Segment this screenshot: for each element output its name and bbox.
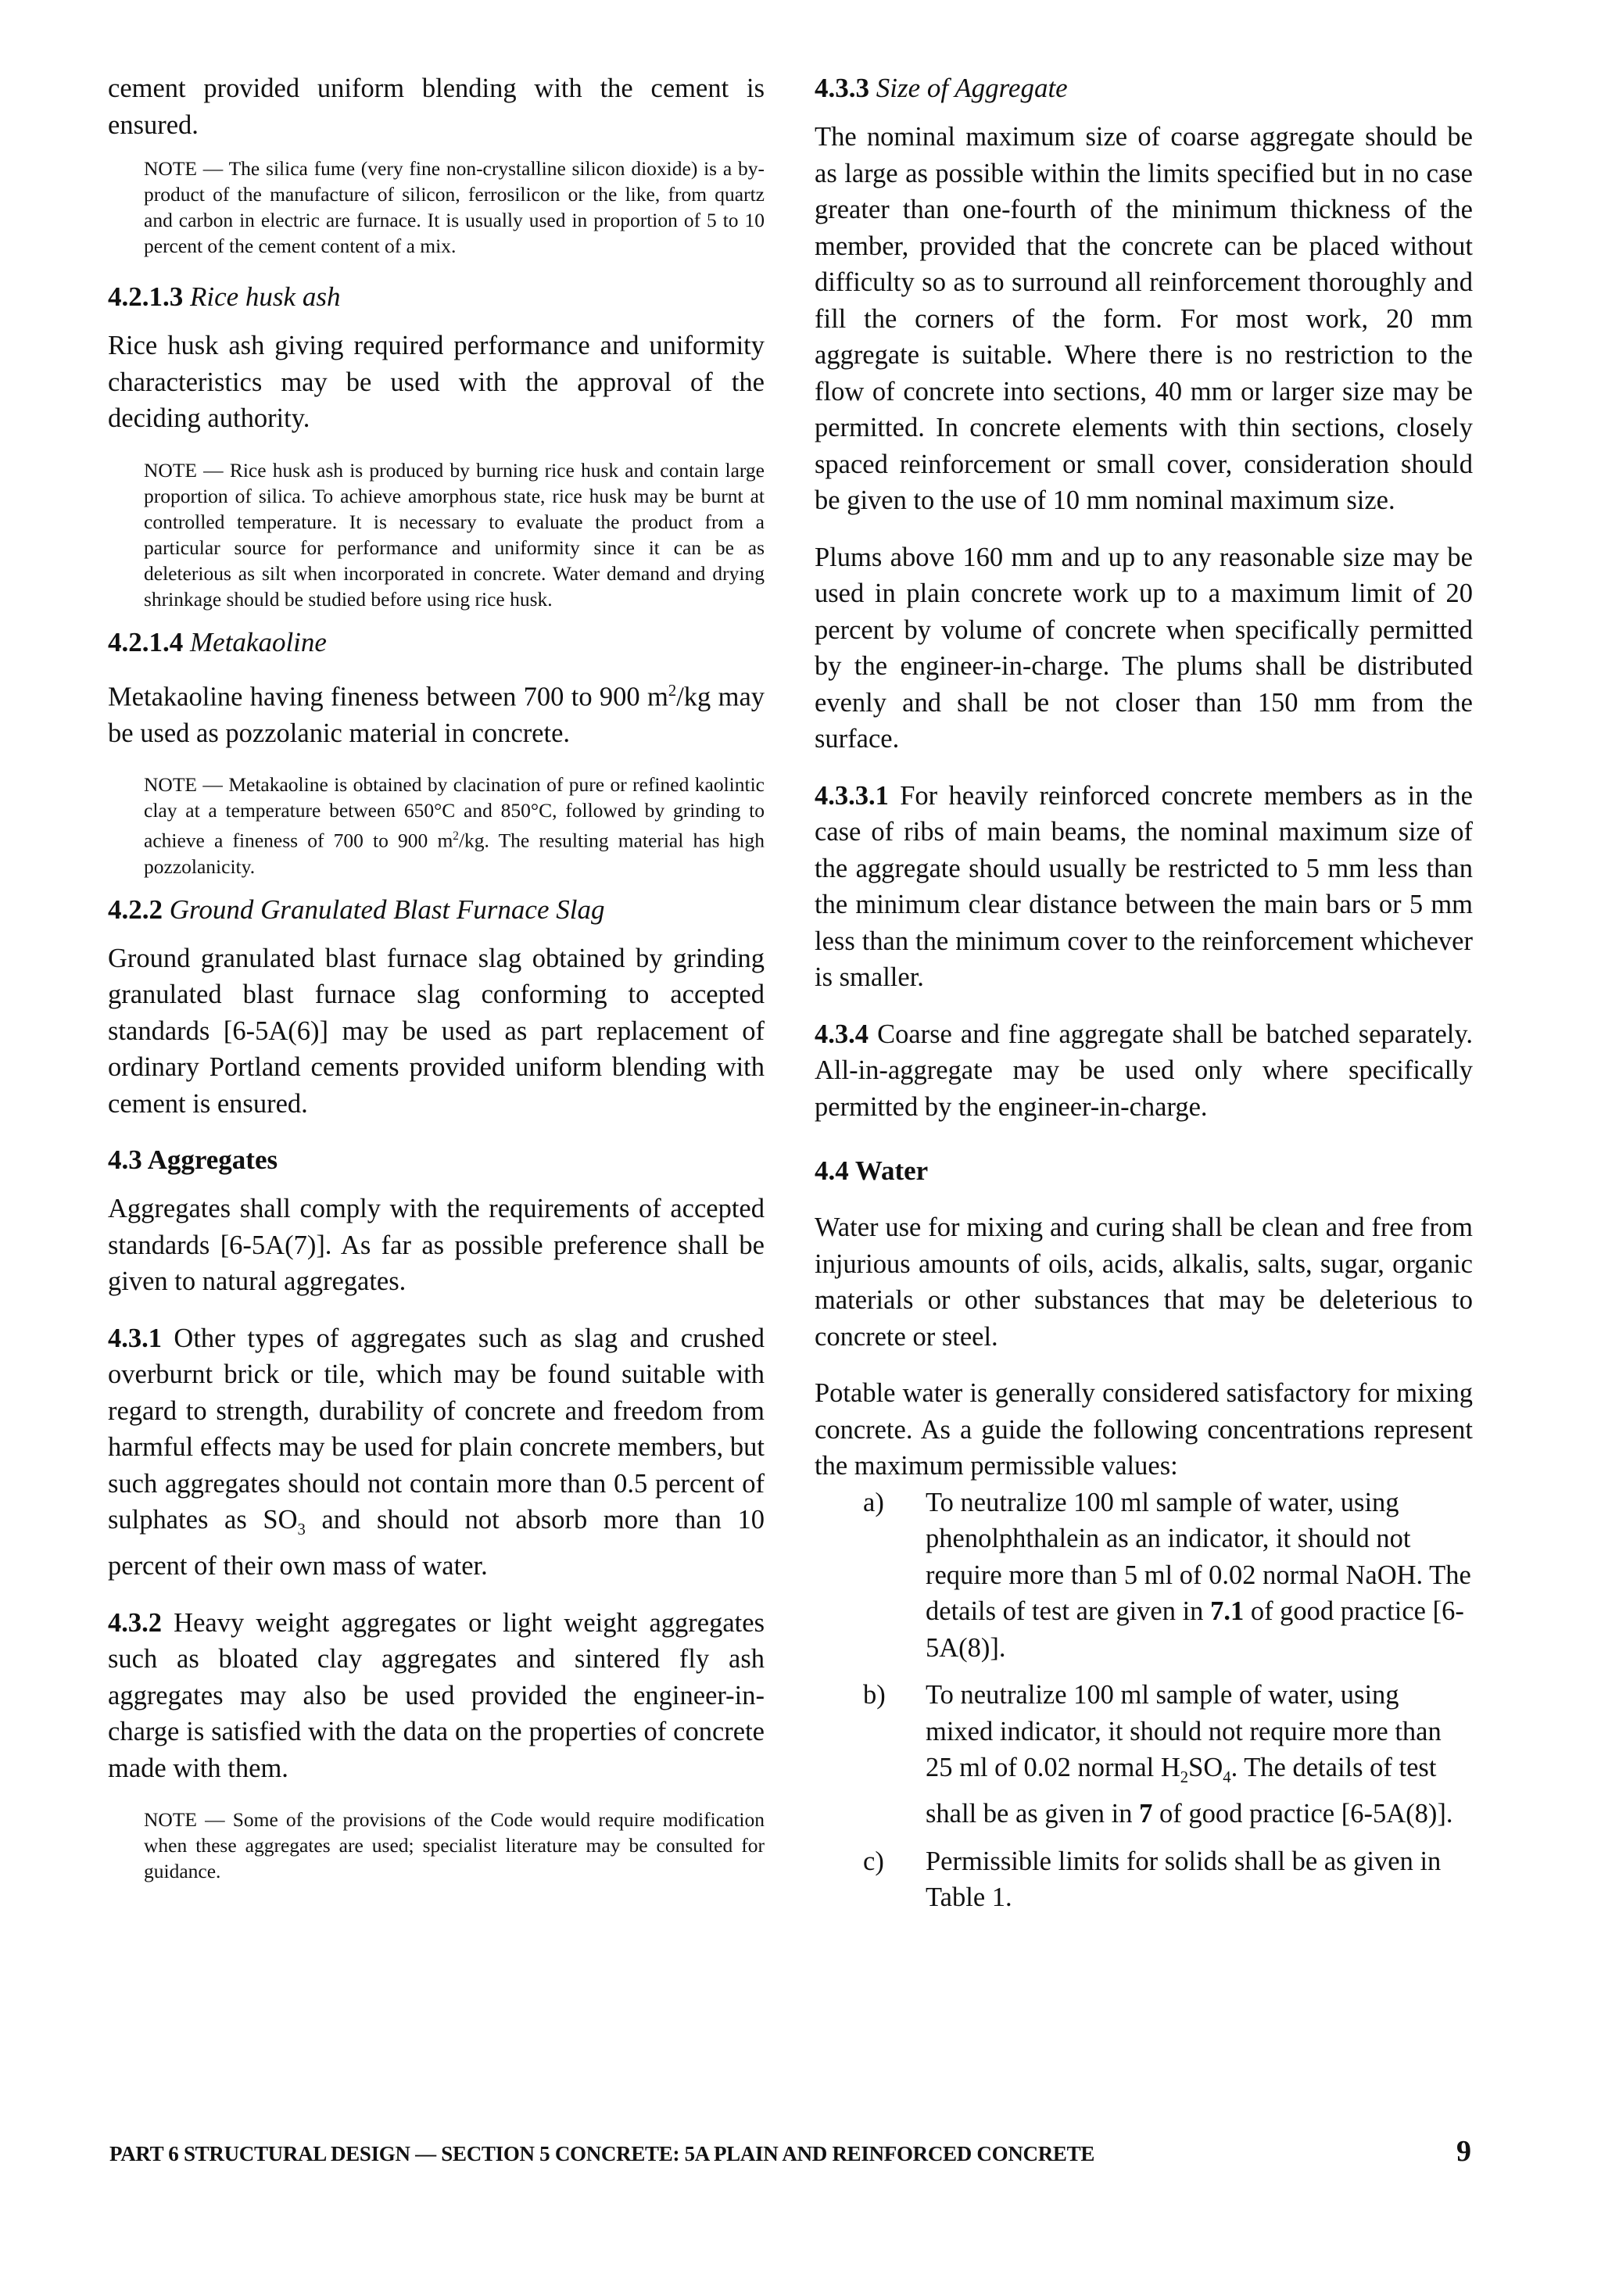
list-item-a [815, 1485, 1473, 1667]
text-run: Permissible limits for solids shall be as given in Table 1. [926, 1846, 1442, 1913]
text-run: of good practice [6-5A(8)]. [926, 1596, 1464, 1663]
paragraph-plums: Plums above 160 mm and up to any reasonable size may be used in plain concrete work up to a maximum limit of 20 percent by volume of concrete when specifically permitted by the engineer-in-charge. The plums shall be distributed evenly and shall be not closer than 150 mm from the surface. [815, 542, 1473, 754]
section-number: 4.2.1.4 [108, 626, 184, 657]
clause-reference: 7.1 [1210, 1596, 1245, 1626]
subscript: 3 [297, 1521, 306, 1538]
page-number: 9 [1456, 2135, 1471, 2168]
heading-4-2-2 [108, 892, 765, 928]
section-title: Metakaoline [190, 626, 327, 657]
superscript: 2 [453, 829, 459, 843]
text-run: of good practice [6-5A(8)]. [1152, 1799, 1453, 1829]
note-silica-fume: NOTE — The silica fume (very fine non-crystalline silicon dioxide) is a by-product of the manufacture of silicon, ferrosilicon or the like, from quartz and carbon in electric are furnace. It is usually used in proportion of 5 to 10 percent of the cement content of a mix. [144, 157, 765, 257]
text-run: Other types of aggregates such as slag and crushed overburnt brick or tile, which may be found suitable with regard to strength, durability of concrete and freedom from harmful effects may be used for plain concrete members, but such aggregates should not contain more than 0.5 percent of sulphates as SO [108, 1323, 765, 1535]
section-number: 4.3.3 [815, 73, 869, 103]
paragraph-4-3-4 [815, 1016, 1473, 1126]
subscript: 2 [1180, 1768, 1189, 1786]
clause-number: 4.3.3.1 [815, 780, 889, 811]
clause-number: 4.3.1 [108, 1323, 162, 1353]
text-run: For heavily reinforced concrete members as in the case of ribs of main beams, the nominal maximum size of the aggregate should usually be restricted to 5 mm less than the minimum clear distance between the main bars or 5 mm less than the minimum cover to the reinforcement whichever is smaller. [815, 780, 1473, 992]
section-title: Aggregates [147, 1144, 278, 1175]
text-run: Metakaoline having fineness between 700 to 900 m [108, 682, 668, 711]
text-run: /kg may be used as pozzolanic material in concrete. [108, 682, 765, 748]
paragraph-ggbs: Ground granulated blast furnace slag obtained by grinding granulated blast furnace slag conforming to accepted standards [6-5A(6)] may be used as part replacement of ordinary Portland cements provided uniform blending with cement is ensured. [108, 943, 765, 1119]
paragraph-water: Water use for mixing and curing shall be clean and free from injurious amounts of oils, acids, alkalis, salts, sugar, organic materials or other substances that may be deleterious to concrete or steel. [815, 1212, 1473, 1352]
paragraph-size-of-aggregate: The nominal maximum size of coarse aggregate should be as large as possible within the limits specified but in no case greater than one-fourth of the minimum thickness of the member, provided that the concrete can be placed without difficulty so as to surround all reinforcement thoroughly and fill the corners of the form. For most work, 20 mm aggregate is suitable. Where there is no restriction to the flow of concrete into sections, 40 mm or larger size may be permitted. In concrete elements with thin sections, closely spaced reinforcement or small cover, consideration should be given to the use of 10 mm nominal maximum size. [815, 122, 1473, 515]
text-run: NOTE — Metakaoline is obtained by clacination of pure or refined kaolintic clay at a temperature between 650°C and 850°C, followed by grinding to achieve a fineness of 700 to 900 m [144, 773, 765, 852]
section-title: Rice husk ash [190, 281, 341, 312]
list-marker: a) [863, 1487, 884, 1517]
paragraph-aggregates: Aggregates shall comply with the requirements of accepted standards [6-5A(7)]. As far as possible preference shall be given to natural aggregates. [108, 1194, 765, 1296]
text-run: To neutralize 100 ml sample of water, using mixed indicator, it should not require more than 25 ml of 0.02 normal H [926, 1680, 1442, 1782]
right-column [815, 70, 1473, 1916]
text-run: and should not absorb more than 10 percent of their own mass of water. [108, 1505, 765, 1581]
clause-reference: 7 [1139, 1799, 1153, 1829]
text-run: Heavy weight aggregates or light weight aggregates such as bloated clay aggregates and sintered fly ash aggregates may also be used provided the engineer-in-charge is satisfied with the data on the properties of concrete made with them. [108, 1607, 765, 1783]
paragraph-4-3-2 [108, 1605, 765, 1787]
section-title: Water [854, 1155, 929, 1186]
section-title: Ground Granulated Blast Furnace Slag [169, 894, 605, 925]
section-number: 4.2.2 [108, 894, 163, 925]
clause-number: 4.3.2 [108, 1607, 162, 1638]
left-column [108, 70, 765, 1884]
section-title: Size of Aggregate [876, 73, 1068, 103]
section-number: 4.4 [815, 1155, 849, 1186]
heading-4-4 [815, 1153, 1473, 1189]
clause-number: 4.3.4 [815, 1019, 869, 1049]
list-marker: b) [863, 1680, 886, 1710]
note-heavy-aggregates: NOTE — Some of the provisions of the Code would require modification when these aggregates are used; specialist literature may be consulted for guidance. [144, 1808, 765, 1883]
note-rice-husk-ash: NOTE — Rice husk ash is produced by burning rice husk and contain large proportion of silica. To achieve amorphous state, rice husk may be burnt at controlled temperature. It is necessary to evaluate the product from a particular source for performance and uniformity since it can be as deleterious as silt when incorporated in concrete. Water demand and drying shrinkage should be studied before using rice husk. [144, 458, 765, 611]
heading-4-3 [108, 1142, 765, 1178]
section-number: 4.3 [108, 1144, 142, 1175]
paragraph-4-3-1 [108, 1320, 765, 1585]
paragraph-cement-blending: cement provided uniform blending with the cement is ensured. [108, 73, 765, 140]
list-item-c [815, 1843, 1473, 1916]
note-metakaoline [144, 772, 765, 879]
list-item-b [815, 1677, 1473, 1832]
heading-4-3-3 [815, 70, 1473, 106]
heading-4-2-1-4 [108, 625, 765, 661]
text-run: /kg. The resulting material has high pozzolanicity. [144, 829, 765, 878]
text-run: To neutralize 100 ml sample of water, using phenolphthalein as an indicator, it should not require more than 5 ml of 0.02 normal NaOH. The details of test are given in [926, 1487, 1471, 1626]
permissible-values-list [815, 1485, 1473, 1916]
list-marker: c) [863, 1846, 884, 1876]
paragraph-4-3-3-1 [815, 778, 1473, 996]
running-footer: PART 6 STRUCTURAL DESIGN — SECTION 5 CONCRETE: 5A PLAIN AND REINFORCED CONCRETE [109, 2142, 1095, 2165]
text-run: Coarse and fine aggregate shall be batched separately. All-in-aggregate may be used only where specifically permitted by the engineer-in-charge. [815, 1019, 1474, 1122]
text-run: . The details of test shall be as given in [926, 1753, 1437, 1829]
paragraph-potable-water: Potable water is generally considered satisfactory for mixing concrete. As a guide the following concentrations represent the maximum permissible values: [815, 1378, 1473, 1481]
text-run: SO [1188, 1753, 1223, 1782]
subscript: 4 [1223, 1768, 1231, 1786]
paragraph-rice-husk-ash: Rice husk ash giving required performance and uniformity characteristics may be used with the approval of the deciding authority. [108, 331, 765, 433]
heading-4-2-1-3 [108, 279, 765, 315]
superscript: 2 [668, 682, 677, 700]
paragraph-metakaoline [108, 673, 765, 752]
section-number: 4.2.1.3 [108, 281, 184, 312]
